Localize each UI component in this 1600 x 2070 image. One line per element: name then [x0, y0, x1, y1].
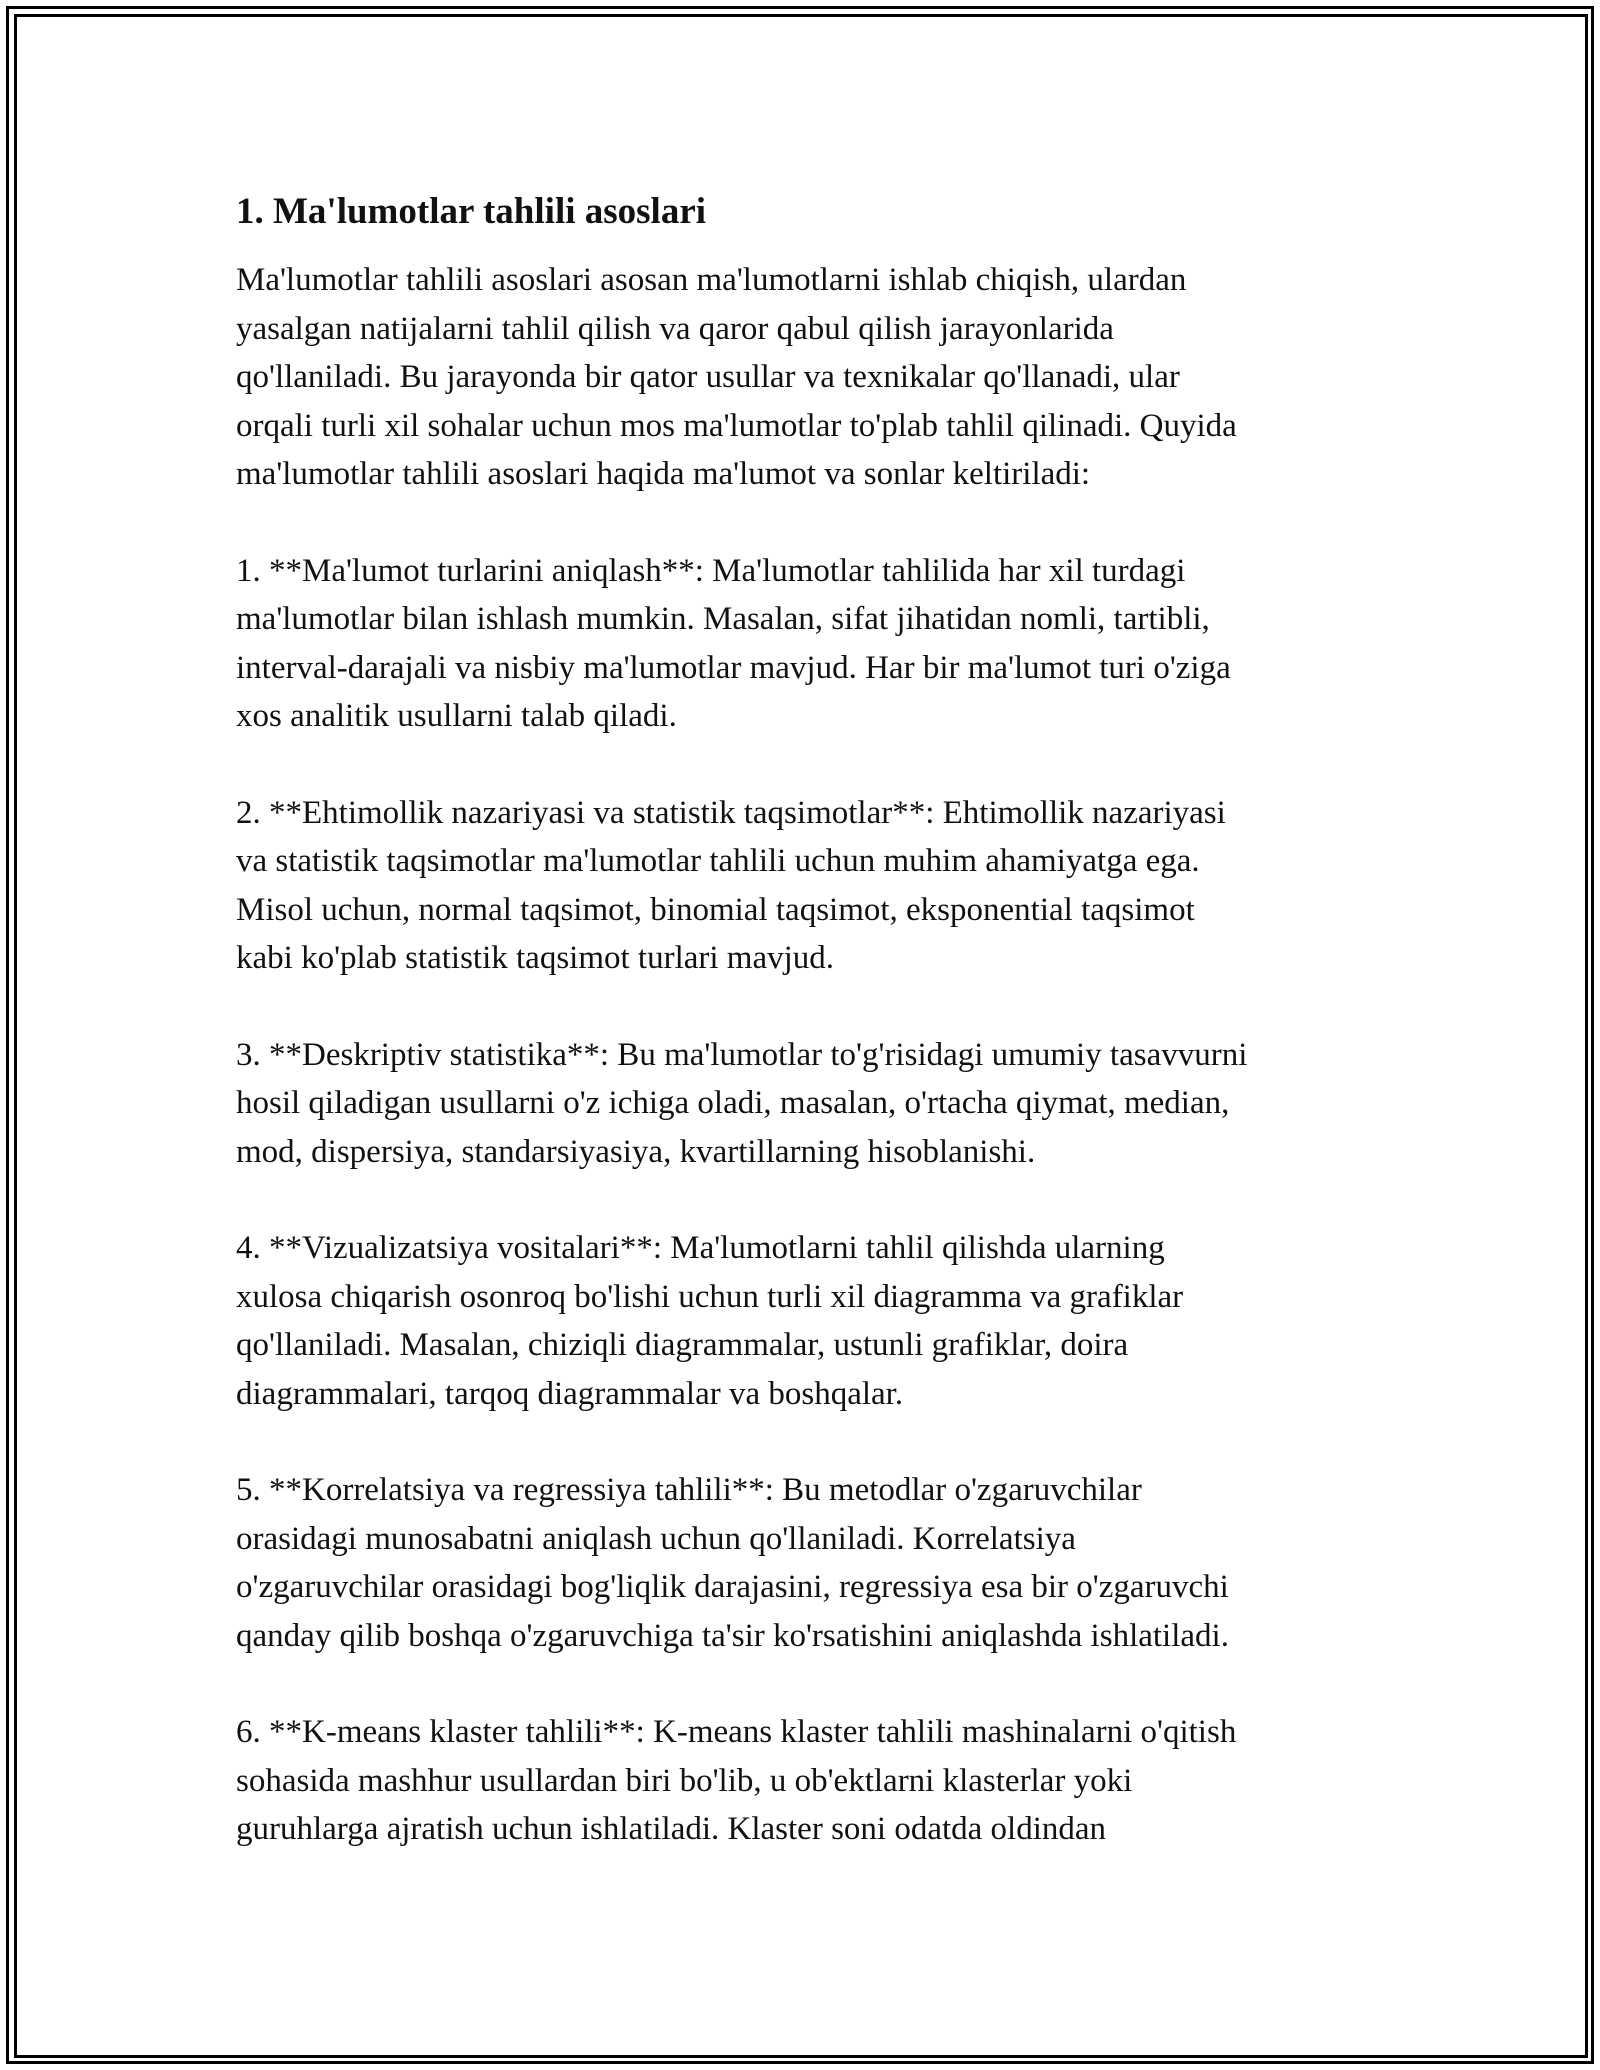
paragraph-line: va statistik taqsimotlar ma'lumotlar tahlili uchun muhim ahamiyatga ega.	[236, 843, 1200, 879]
paragraph-line: diagrammalari, tarqoq diagrammalar va boshqalar.	[236, 1375, 904, 1412]
paragraph-line: guruhlarga ajratish uchun ishlatiladi. Klaster soni odatda oldindan	[236, 1811, 1107, 1847]
list-item-6-paragraph	[236, 1708, 1366, 1854]
paragraph-line: Ma'lumotlar tahlili asoslari asosan ma'lumotlarni ishlab chiqish, ulardan	[236, 262, 1187, 298]
paragraph-line: o'zgaruvchilar orasidagi bog'liqlik darajasini, regressiya esa bir o'zgaruvchi	[236, 1569, 1229, 1605]
paragraph-line: 1. **Ma'lumot turlarini aniqlash**: Ma'lumotlar tahlilida har xil turdagi	[236, 552, 1186, 589]
paragraph-line: 2. **Ehtimollik nazariyasi va statistik taqsimotlar**: Ehtimollik nazariyasi	[236, 794, 1226, 831]
paragraph-line: 6. **K-means klaster tahlili**: K-means klaster tahlili mashinalarni o'qitish	[236, 1714, 1237, 1750]
paragraph-line: 3. **Deskriptiv statistika**: Bu ma'lumotlar to'g'risidagi umumiy tasavvurni	[236, 1036, 1248, 1073]
list-item-5-paragraph	[236, 1466, 1366, 1660]
paragraph-line: sohasida mashhur usullardan biri bo'lib, u ob'ektlarni klasterlar yoki	[236, 1762, 1133, 1799]
list-item-3-paragraph	[236, 1031, 1366, 1177]
paragraph-line: qo'llaniladi. Bu jarayonda bir qator usullar va texnikalar qo'llanadi, ular	[236, 359, 1180, 395]
section-heading: 1. Ma'lumotlar tahlili asoslari	[236, 191, 707, 232]
document-body	[236, 188, 1366, 1902]
paragraph-line: xos analitik usullarni talab qiladi.	[236, 698, 677, 734]
list-item-4-paragraph	[236, 1224, 1366, 1418]
paragraph-line: hosil qiladigan usullarni o'z ichiga oladi, masalan, o'rtacha qiymat, median,	[236, 1085, 1230, 1121]
paragraph-line: 4. **Vizualizatsiya vositalari**: Ma'lumotlarni tahlil qilishda ularning	[236, 1230, 1165, 1266]
paragraph-line: 5. **Korrelatsiya va regressiya tahlili**: Bu metodlar o'zgaruvchilar	[236, 1472, 1142, 1508]
paragraph-line: qo'llaniladi. Masalan, chiziqli diagrammalar, ustunli grafiklar, doira	[236, 1327, 1129, 1363]
paragraph-line: Misol uchun, normal taqsimot, binomial taqsimot, eksponential taqsimot	[236, 891, 1195, 928]
paragraph-line: xulosa chiqarish osonroq bo'lishi uchun turli xil diagramma va grafiklar	[236, 1278, 1184, 1315]
paragraph-line: ma'lumotlar bilan ishlash mumkin. Masalan, sifat jihatidan nomli, tartibli,	[236, 601, 1210, 637]
paragraph-line: mod, dispersiya, standarsiyasiya, kvartillarning hisoblanishi.	[236, 1133, 1036, 1170]
intro-paragraph	[236, 256, 1366, 499]
paragraph-line: qanday qilib boshqa o'zgaruvchiga ta'sir ko'rsatishini aniqlashda ishlatiladi.	[236, 1617, 1229, 1654]
list-item-2-paragraph	[236, 789, 1366, 983]
paragraph-line: yasalgan natijalarni tahlil qilish va qaror qabul qilish jarayonlarida	[236, 310, 1114, 347]
paragraph-line: kabi ko'plab statistik taqsimot turlari mavjud.	[236, 940, 835, 976]
paragraph-line: orqali turli xil sohalar uchun mos ma'lumotlar to'plab tahlil qilinadi. Quyida	[236, 407, 1237, 444]
list-item-1-paragraph	[236, 547, 1366, 741]
paragraph-line: interval-darajali va nisbiy ma'lumotlar mavjud. Har bir ma'lumot turi o'ziga	[236, 649, 1231, 686]
paragraph-line: orasidagi munosabatni aniqlash uchun qo'llaniladi. Korrelatsiya	[236, 1520, 1076, 1557]
paragraph-line: ma'lumotlar tahlili asoslari haqida ma'lumot va sonlar keltiriladi:	[236, 456, 1091, 492]
